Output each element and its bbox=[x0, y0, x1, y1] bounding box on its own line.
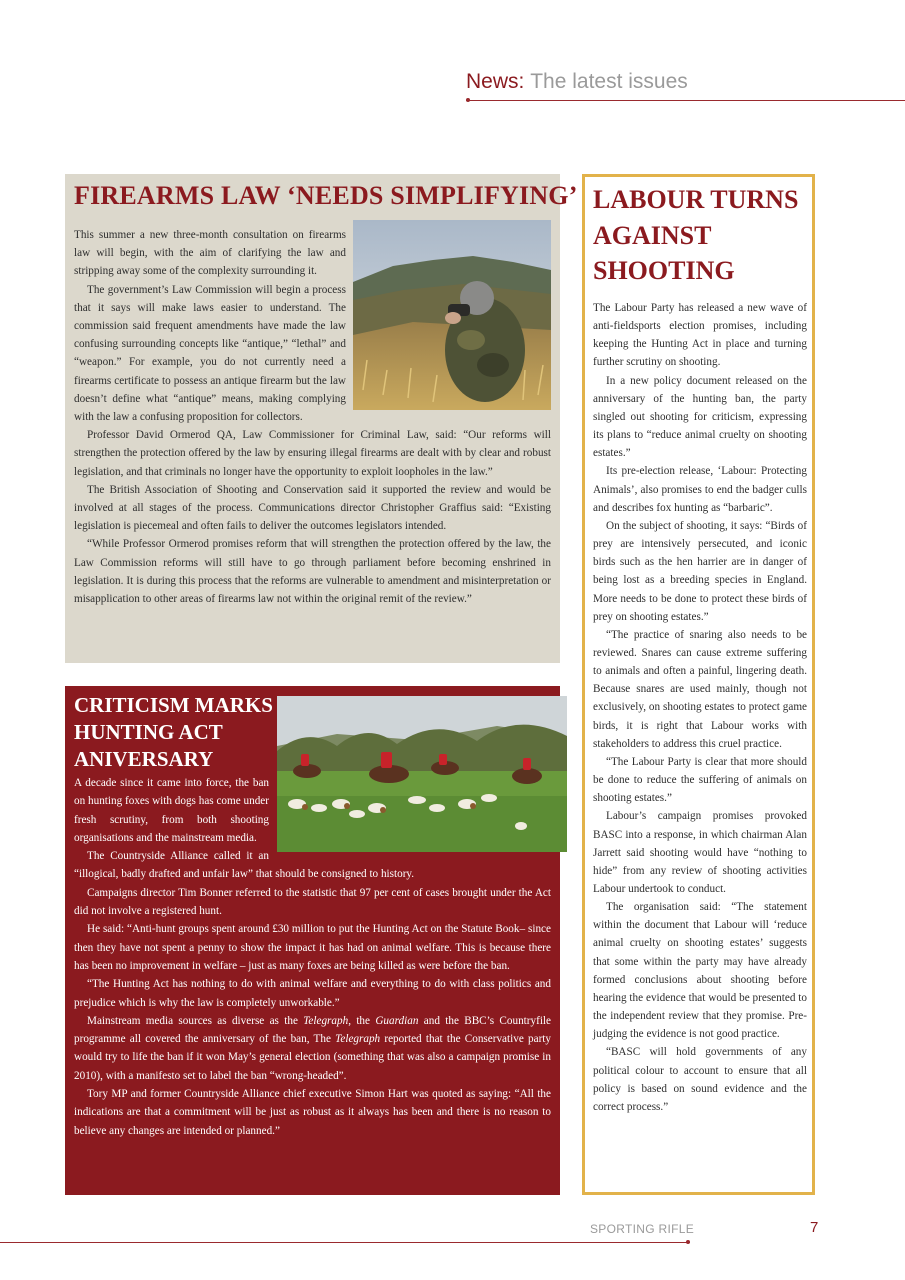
firearms-paragraph: This summer a new three-month consultation on firearms law will begin, with the aim of clarifying the law and stripping away some of the complexity surrounding it. bbox=[74, 229, 346, 278]
labour-paragraph: “The Labour Party is clear that more should be done to reduce the suffering of animals on shooting estates.” bbox=[593, 755, 807, 805]
hunting-paragraph: The Countryside Alliance called it an “illogical, badly drafted and unfair law” that should be consigned to history. bbox=[74, 850, 415, 881]
hunting-paragraph: Campaigns director Tim Bonner referred to the statistic that 97 per cent of cases brought under the Act did not involve a registered hunt. bbox=[74, 886, 551, 918]
firearms-body bbox=[74, 226, 551, 608]
labour-paragraph: “The practice of snaring also needs to be reviewed. Snares can cause extreme suffering to animals and often a painful, lingering death. Because snares are used mainly, though not exclusively, on shooting estates to protect game birds, it is right that Labour works with stakeholders to address this cruel practice. bbox=[593, 628, 807, 750]
section-label: News: bbox=[466, 70, 525, 93]
section-header bbox=[466, 70, 688, 94]
firearms-article bbox=[65, 174, 578, 663]
labour-paragraph: Its pre-election release, ‘Labour: Protecting Animals’, also promises to end the badger culls and describes fox hunting as “barbaric”. bbox=[593, 465, 807, 514]
labour-headline: LABOUR TURNS AGAINST SHOOTING bbox=[593, 185, 799, 285]
publication-name: Telegraph bbox=[303, 1014, 349, 1027]
header-rule bbox=[466, 100, 905, 101]
text-run: , the bbox=[348, 1014, 376, 1027]
section-subtitle: The latest issues bbox=[530, 70, 688, 93]
hunting-paragraph: Tory MP and former Countryside Alliance chief executive Simon Hart was quoted as saying: “All the indications are that a commitment will be just as robust as it always has been and there is no reason to believe any changes are intended or planned.” bbox=[74, 1088, 551, 1137]
footer-rule bbox=[0, 1242, 690, 1243]
hunting-body bbox=[74, 774, 551, 1140]
labour-paragraph: The organisation said: “The statement within the document that Labour will ‘reduce animal cruelty on shooting estates’ suggests that some within the party may have already formed conclusions about shooting before hearing the evidence that would be presented to the independent review that they promise. Pre-judging the evidence is not good practice. bbox=[593, 901, 807, 1041]
publication-name: Guardian bbox=[375, 1014, 419, 1027]
labour-article bbox=[582, 174, 815, 1195]
hunting-media-paragraph bbox=[74, 1012, 551, 1085]
labour-paragraph: On the subject of shooting, it says: “Birds of prey are intensively persecuted, and iconic birds such as the hen harrier are in danger of being lost as a breeding species in England. More needs to be done to protect these birds of prey on shooting estates.” bbox=[593, 519, 807, 623]
firearms-paragraph: The government’s Law Commission will begin a process that it says will make laws easier to understand. The commission said frequent amendments have made the law confusing surrounding concepts like “antique,” “lethal” and “weapon.” For example, you do not currently need a firearms certificate to possess an antique firearm but the law doesn’t define what “antique” means, making complying with the law a confusing proposition for collectors. bbox=[74, 283, 346, 424]
hunting-paragraph: A decade since it came into force, the ban on hunting foxes with dogs has come under fresh scrutiny, from both shooting organisations and the mainstream media. bbox=[74, 777, 269, 844]
firearms-headline: FIREARMS LAW ‘NEEDS SIMPLIFYING’ bbox=[74, 181, 578, 210]
hunting-headline: CRITICISM MARKS HUNTING ACT ANIVERSARY bbox=[74, 693, 273, 771]
labour-paragraph: The Labour Party has released a new wave of anti-fieldsports election promises, including keeping the Hunting Act in place and turning further scrutiny on shooting. bbox=[593, 302, 807, 369]
publication-name: Telegraph bbox=[335, 1033, 381, 1046]
firearms-paragraph: “While Professor Ormerod promises reform that will strengthen the protection offered by the law, the Law Commission reforms will still have to go through parliament before becoming enshrined in legislation. It is during this process that the reforms are vulnerable to amendment and misinterpretation or misapplication to other areas of firearms law not within the original remit of the review.” bbox=[74, 538, 551, 606]
firearms-paragraph: Professor David Ormerod QA, Law Commissioner for Criminal Law, said: “Our reforms will strengthen the protection offered by the law by ensuring illegal firearms are dealt with by clear and robust legislation, and that criminals no longer have the opportunity to exploit loopholes in the law.” bbox=[74, 429, 551, 478]
text-run: and the BBC’s Countryfile programme all covered the anniversary of the ban, The bbox=[74, 1014, 551, 1046]
text-run: reported that the Conservative party would try to life the ban if it won May’s general election (something that was also a campaign promise in 2010), with a manifesto set to label the ban “wrong-headed”. bbox=[74, 1033, 551, 1082]
footer-dot bbox=[686, 1240, 690, 1244]
labour-body bbox=[593, 299, 807, 1116]
hunting-paragraph: “The Hunting Act has nothing to do with animal welfare and everything to do with class politics and prejudice which is why the law is completely unworkable.” bbox=[74, 978, 551, 1009]
labour-paragraph: In a new policy document released on the anniversary of the hunting ban, the party singled out shooting for criticism, expressing its plans to “reduce animal cruelty on shooting estates.” bbox=[593, 374, 807, 460]
labour-paragraph: Labour’s campaign promises provoked BASC into a response, in which chairman Alan Jarrett said shooting would have “nothing to hide” from any review of shooting activities Labour undertook to conduct. bbox=[593, 810, 807, 895]
magazine-name: SPORTING RIFLE bbox=[590, 1222, 694, 1236]
text-run: Mainstream media sources as diverse as the bbox=[87, 1014, 304, 1027]
header-dot bbox=[466, 98, 470, 102]
labour-paragraph: “BASC will hold governments of any political colour to account to ensure that all policy is based on sound evidence and the correct process.” bbox=[593, 1046, 807, 1113]
firearms-paragraph: The British Association of Shooting and Conservation said it supported the review and would be involved at all stages of the process. Communications director Christopher Graffius said: “Existing legislation is piecemeal and often fails to deliver the outcomes legislators intended. bbox=[74, 483, 551, 533]
page-number: 7 bbox=[810, 1219, 819, 1236]
hunting-paragraph: He said: “Anti-hunt groups spent around £30 million to put the Hunting Act on the Statute Book– since then they have not spent a penny to show the impact it has had on animal welfare. This is because there has been no improvement in welfare – just as many foxes are being killed as were before the ban. bbox=[74, 923, 551, 972]
hunting-article bbox=[65, 686, 560, 1195]
